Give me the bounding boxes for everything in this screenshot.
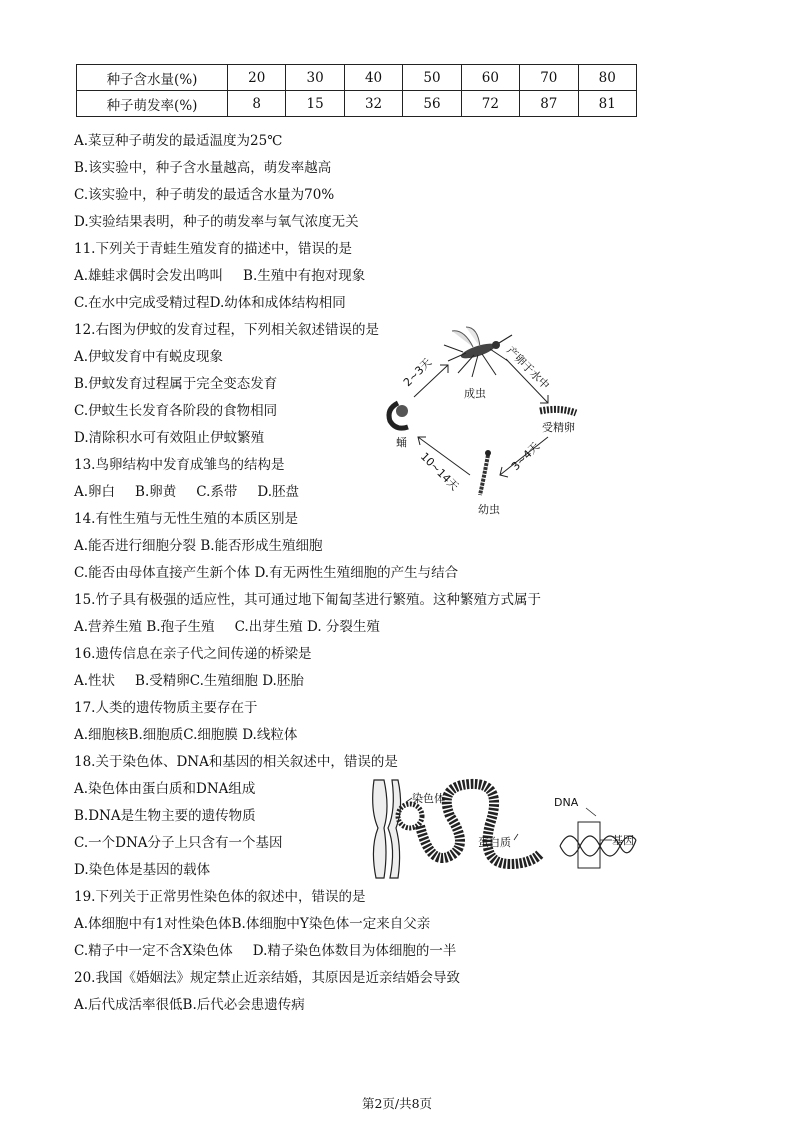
label-2-3-days: 2~3天 [400,355,435,390]
q20-option-b: B.后代必会患遗传病 [182,997,305,1013]
q14-options-ab [74,537,323,555]
q11-stem: 11.下列关于青蛙生殖发育的描述中，错误的是 [74,241,352,257]
q12-option-d: D.清除积水可有效阻止伊蚊繁殖 [74,430,265,446]
q19-option-c: C.精子中一定不含X染色体 [74,943,233,959]
q20-option-a: A.后代成活率很低 [74,997,183,1013]
table-cell: 30 [286,65,344,91]
pupa-icon [389,403,408,428]
q15-stem: 15.竹子具有极强的适应性，其可通过地下匍匐茎进行繁殖。这种繁殖方式属于 [74,592,541,608]
q18-option-b: B.DNA是生物主要的遗传物质 [74,808,256,824]
q13-option-c: C.系带 [196,484,238,500]
q12-option-a: A.伊蚊发育中有蜕皮现象 [74,349,224,365]
q17-option-b: B.细胞质 [128,727,184,743]
q19-options-cd [74,942,456,960]
q18-option-d: D.染色体是基因的载体 [74,862,211,878]
q15-option-a: A.营养生殖 [74,619,143,635]
q15-option-c: C.出芽生殖 [234,619,303,635]
row-header: 种子含水量(%) [77,65,228,91]
q14-option-d: D.有无两性生殖细胞的产生与结合 [254,565,459,581]
q14-options-cd [74,564,458,582]
q16-option-c: C.生殖细胞 [189,673,258,689]
q10-option-d: D.实验结果表明，种子的萌发率与氧气浓度无关 [74,214,359,230]
q16-options [74,672,304,690]
q13-option-a: A.卵白 [74,484,116,500]
table-cell: 87 [520,91,578,117]
q17-options [74,726,297,744]
table-cell: 80 [578,65,636,91]
table-row [77,91,637,117]
q14-option-a: A.能否进行细胞分裂 [74,538,197,554]
q11-option-d: D.幼体和成体结构相同 [209,295,346,311]
q12-option-c: C.伊蚊生长发育各阶段的食物相同 [74,403,278,419]
label-protein: 蛋白质 [478,836,511,849]
egg-raft-icon [540,409,576,413]
adult-mosquito-icon [444,327,512,377]
table-cell: 8 [228,91,286,117]
q13-stem: 13.鸟卵结构中发育成雏鸟的结构是 [74,457,285,473]
label-chromosome: 染色体 [412,792,445,805]
q19-stem: 19.下列关于正常男性染色体的叙述中，错误的是 [74,889,366,905]
q17-option-a: A.细胞核 [74,727,129,743]
label-lay-eggs-in-water: 产卵于水中 [503,343,552,393]
q20-stem: 20.我国《婚姻法》规定禁止近亲结婚，其原因是近亲结婚会导致 [74,970,460,986]
q11-option-c: C.在水中完成受精过程 [74,295,210,311]
q12-option-b: B.伊蚊发育过程属于完全变态发育 [74,376,278,392]
q15-options [74,618,380,636]
label-dna: DNA [554,796,579,809]
label-gene: 基因 [612,834,634,847]
q19-option-d: D.精子染色体数目为体细胞的一半 [252,943,457,959]
q10-option-c: C.该实验中，种子萌发的最适含水量为70% [74,187,335,203]
q16-stem: 16.遗传信息在亲子代之间传递的桥梁是 [74,646,312,662]
table-row [77,65,637,91]
table-cell: 40 [344,65,402,91]
q19-options-ab [74,915,430,933]
table-cell: 60 [461,65,519,91]
table-cell: 32 [344,91,402,117]
larva-icon [480,450,491,495]
q19-option-a: A.体细胞中有1对性染色体 [74,916,232,932]
q17-option-c: C.细胞膜 [183,727,238,743]
label-egg: 受精卵 [542,421,575,434]
page-footer: 第2页/共8页 [361,1096,433,1111]
label-larva: 幼虫 [478,503,500,516]
table-cell: 70 [520,65,578,91]
table-cell: 15 [286,91,344,117]
q10-option-a: A.菜豆种子萌发的最适温度为25℃ [74,133,283,149]
label-adult: 成虫 [464,387,486,400]
table-cell: 81 [578,91,636,117]
label-pupa: 蛹 [396,436,407,449]
table-cell: 72 [461,91,519,117]
q20-options [74,996,305,1014]
q19-option-b: B.体细胞中Y染色体一定来自父亲 [231,916,431,932]
q18-option-a: A.染色体由蛋白质和DNA组成 [74,781,256,797]
q11-options-ab [74,267,365,285]
q17-stem: 17.人类的遗传物质主要存在于 [74,700,258,716]
label-10-14-days: 10~14天 [417,449,462,494]
table-cell: 20 [228,65,286,91]
q15-option-d: D. 分裂生殖 [307,619,380,635]
table-cell: 50 [403,65,461,91]
q11-option-a: A.雄蛙求偶时会发出鸣叫 [74,268,224,284]
q10-option-b: B.该实验中，种子含水量越高，萌发率越高 [74,160,332,176]
q14-stem: 14.有性生殖与无性生殖的本质区别是 [74,511,298,527]
table-cell: 56 [403,91,461,117]
q14-option-b: B.能否形成生殖细胞 [200,538,323,554]
q16-option-d: D.胚胎 [262,673,304,689]
q17-option-d: D.线粒体 [242,727,298,743]
q12-stem: 12.右图为伊蚊的发育过程，下列相关叙述错误的是 [74,322,379,338]
q13-options [74,483,299,501]
q16-option-b: B.受精卵 [135,673,190,689]
mosquito-life-cycle-figure [378,325,590,517]
q11-option-b: B.生殖中有抱对现象 [243,268,366,284]
q18-stem: 18.关于染色体、DNA和基因的相关叙述中，错误的是 [74,754,398,770]
chromosome-icon [373,780,401,878]
row-header: 种子萌发率(%) [77,91,228,117]
q13-option-b: B.卵黄 [135,484,177,500]
q14-option-c: C.能否由母体直接产生新个体 [74,565,251,581]
seed-germination-table [76,64,637,117]
chromosome-dna-gene-figure [368,776,640,882]
q15-option-b: B.孢子生殖 [146,619,215,635]
label-3-4-days: 3~4天 [508,439,543,474]
q11-options-cd [74,294,346,312]
q18-option-c: C.一个DNA分子上只含有一个基因 [74,835,283,851]
q13-option-d: D.胚盘 [257,484,300,500]
q16-option-a: A.性状 [74,673,116,689]
